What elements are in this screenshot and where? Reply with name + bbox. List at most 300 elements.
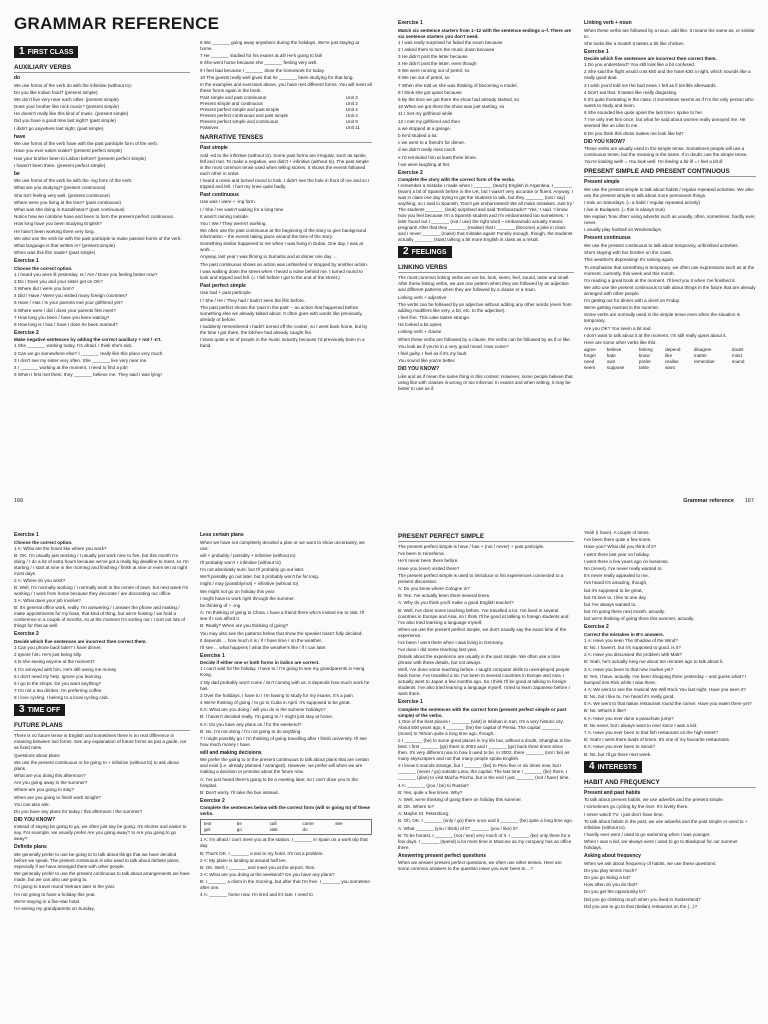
- text-line: You / We / They weren't working.: [200, 220, 267, 226]
- text-line: I'm not absolutely sure, but I'll probably go out later.: [200, 567, 305, 573]
- table-cell: suppose: [606, 365, 625, 371]
- text-line: B: No never, but I always want to ever since I was a kid.: [584, 722, 698, 728]
- text-line: 4 Don't eat that. It tastes like really disgusting.: [584, 89, 678, 95]
- text-line: I heard a noise and turned round to look. I didn't see the hole in front of me and so I tripped and fell. I hurt my knee quite badly.: [200, 177, 370, 189]
- text-line: 7 How long you been / have you been waiting?: [14, 314, 110, 320]
- text-line: Yeah (I have). A couple of times.: [584, 530, 650, 535]
- table-cell: Unit 4: [345, 113, 358, 119]
- text-line: 4 A: _______ (you / be) to Russia?: [398, 782, 469, 788]
- unit-band-feelings: 2 FEELINGS: [398, 246, 452, 258]
- text-line: 1 A: What are the hours like where you work?: [14, 545, 107, 551]
- text-line: I live in Budapest. (= this is always true): [584, 207, 665, 213]
- text-line: B: That's OK. I _______ a taxi to my hotel. It's not a problem.: [200, 850, 324, 856]
- page-166: [0, 0, 384, 512]
- unit-band-first-class: 1 FIRST CLASS: [14, 46, 78, 58]
- text-line: 8 How long is / has / have I does he been married?: [14, 321, 118, 327]
- text-line: 5 We were running out of petrol, so: [398, 68, 470, 74]
- text-line: I never watch TV. I just don't have time.: [584, 811, 664, 817]
- table-cell: Unit 3: [345, 95, 358, 101]
- text-line: 2 I asked them to turn the music down because: [398, 46, 495, 52]
- text-line: When we use the present perfect simple, we don't usually say the exact time of the experience.: [398, 626, 567, 638]
- text-line: 8 I love cycling. I belong to a local cycling club.: [14, 695, 109, 701]
- text-line: We prefer the going to or the present continuous to talk about plans that are certain and exist (i.e. already planned / arranged). However, we prefer will when we are making a decision or promise about the future now.: [200, 757, 369, 775]
- text-line: We generally prefer to use the present continuous to talk about arrangements we have made, but we can also use going to.: [14, 871, 190, 883]
- verb-word: go: [236, 827, 242, 833]
- p2-right-column: Linking verb + noun When these verbs are followed by a noun, add like. It means the same as, or similar to. She looks like a model! It tastes a bit like chicken. Exercise 1 Decide which five sentences are incorrect then correct them. 1 Do you understand? You still look like a bit confused. 2 She said the flight would cost €50 and the hotel €30 a night, which sounds like a really good deal. 3 I wish you'd told me the bad news. I felt as if terrible afterwards. 4 Don't eat that. It tastes like really disgusting. 5 It's quite frustrating in the class. It sometimes seems as if I'm the only person who wants to study and learn. 6 She sounded like quite upset the last time I spoke to her. 7 I've only met him once, but what he said about women really annoyed me. He seemed like an idiot to me. 8 Do you think this dress makes me look like fat? DID YOU KNOW? These verbs are usually used in the simple tense. Sometimes people will use a continuous tense, but the meaning is the same. If in doubt, use the simple tense. You're looking well! = You look well. I'm feeling a bit ill = I feel a bit ill. PRESENT SIMPLE AND PRESENT CONTINUOUS Present simple We use the present simple to talk about habits / regular repeated activities. We also use the present simple to talk about more permanent things. I train on Saturdays. (= a habit / regular repeated activity) I live in Budapest. (= this is always true) We explain 'how often' using adverbs such as usually, often, sometimes, hardly ever, never. I usually play football on Wednesdays. Present continuous We use the present continuous to talk about temporary, unfinished activities. She's staying with her brother on the coast. This weather's depressing! It's raining again. To emphasise that something is temporary, we often use expressions such as at the moment, currently, this week and this month. I'm reading a great book at the moment. I'll lend you it when I've finished it. We also use the present continuous to talk about things in the future that are already arranged with other people. I'm getting out for dinner with a client on Friday. We're getting married in the summer. Some verbs are normally used in the simple tense even when the situation is temporary. Are you OK? You seem a bit sad. I don't want to talk about it at the moment. I'm still really upset about it. Here are some other verbs like this: agree believe belong depend disagree doubt forget hate know like matter mind need own prefer realise remember sound seem suppose taste want: [584, 20, 756, 371]
- text-line: Have you (ever) visited there?: [398, 565, 460, 571]
- unit-band-time-off: 3 TIME OFF: [14, 704, 65, 716]
- text-line: Use had + past participle.: [200, 290, 252, 296]
- text-line: B: No, I haven't, but it's supposed to good, is it?: [584, 644, 681, 650]
- text-line: Well, I've done some teaching before. I taught computer skills to unemployed people back home. I've travelled a lot. I've been to several countries in Europe and Asia. I actually went to Japan a few months ago. So I think I'll be good at talking to foreign students. I've also tried learning a language myself. I tried to learn Japanese before I went there.: [398, 667, 570, 697]
- text-line: 9 I feel bad because I _______ done the homework for today.: [200, 67, 325, 73]
- text-line: 3 Is she seeing anyone at the moment?: [14, 659, 95, 665]
- text-line: 11 I met my girlfriend while: [398, 111, 453, 117]
- text-line: 4 I'm annoyed with him. He's still owing me money.: [14, 666, 118, 672]
- verb-word: get: [204, 827, 211, 833]
- text-line: Are you going away in the summer?: [14, 780, 88, 786]
- exercise-2-items: [14, 343, 190, 378]
- text-line: 2 A: Where do you work?: [14, 577, 66, 583]
- table-cell: forget: [584, 353, 596, 359]
- text-line: Do you play tennis much?: [584, 867, 637, 873]
- text-line: 4 I _______ working at the moment. I need to find a job!: [14, 364, 128, 370]
- text-line: When I was a kid, we always went / used to go to Blackpool for our summer holidays.: [584, 839, 738, 851]
- text-line: Do you have any plans for today / this afternoon / the summer?: [14, 808, 143, 814]
- text-line: I've heard it's amazing, though,: [584, 580, 648, 586]
- table-cell: Past simple and past continuous: [200, 95, 267, 101]
- section-heading: NARRATIVE TENSES: [200, 134, 372, 143]
- text-line: 2 Do / Does you and your sister get on OK?: [14, 278, 103, 284]
- table-cell: sound: [731, 359, 745, 365]
- p3-left-column: Exercise 1 Choose the correct option. 1 A: What are the hours like where you work? B: OK. I'm usually just working / I usually just work nine to five, but this month I'm doing / I do a lot of extra hours because we've got a really big deadline to meet, so I'm starting / I start at nine in the morning and finishing / finish at nine or even ten at night most days. 2 A: Where do you work? B: Well, I'm normally working / I normally work in the centre of town, but next week I'm working / I work from home because they decorate / are decorating our office. 3 A: What does your job involve? B: It's general office work, really. I'm answering / I answer the phone and making / make appointments for my boss, that kind of thing, but we're hosting / we hold a conference in a couple of months, so at the moment I'm sorting out / I sort out lots of things for that as well. Exercise 2 Decide which five sentences are incorrect then correct them. 1 Can you phone back later? I have dinner. 2 Ignore him. He's just being silly. 3 Is she seeing anyone at the moment? 4 I'm annoyed with him. He's still owing me money. 5 I don't need my help. Ignore you learning. 6 I go to the shops. Do you want anything? 7 I'm not a tea drinker. I'm preferring coffee. 8 I love cycling. I belong to a local cycling club. 3 TIME OFF FUTURE PLANS There is no future tense in English and sometimes there is no real difference in meaning between two forms. See any explanation of future forms as just a guide, not as fixed rules. Questions about plans We use the present continuous or be going to + infinitive (without to) to ask about plans. What are you doing this afternoon? Are you going away in the summer? Where are you going to stay? When are you going to finish work tonight? You can also ask: Do you have any plans for today / this afternoon / the summer? DID YOU KNOW? Instead of saying be going to go, we often just say be going. It's shorter and easier to say. For example, we usually prefer Are you going away? to Are you going to go away? Definite plans We generally prefer to use be going to to talk about things that we have decided before we speak. The present continuous is also used to talk about definite plans, especially if we have arranged them with other people. We generally prefer to use the present continuous to talk about arrangements we have made, but we can also use going to. I'm going to travel round Vietnam later in the year. I'm not going to have a holiday this year. We're staying in a five-star hotel. I'm seeing my grandparents on Sunday.: [14, 532, 190, 911]
- have-block: [14, 141, 190, 169]
- text-line: I train on Saturdays. (= a habit / regular repeated activity): [584, 199, 701, 205]
- text-line: I'll see ... what happens / what the weather's like / if I can later.: [200, 644, 327, 650]
- exercise-1-items: [14, 272, 190, 328]
- text-line: I didn't go anywhere last night. (past simple): [14, 125, 104, 131]
- text-line: c we went to a friend's for dinner.: [398, 140, 466, 146]
- text-line: We use forms of the verb be with the -ing form of the verb.: [14, 178, 133, 184]
- text-line: We use the present simple to talk about habits / regular repeated activities. We also use the present simple to talk about more permanent things.: [584, 186, 754, 198]
- text-line: 3 Over the holidays, I have to / I'm having to study for my exams. It's a pain.: [200, 692, 354, 698]
- section-heading: LINKING VERBS: [398, 264, 574, 273]
- text-line: She isn't feeling very well. (present continuous): [14, 192, 110, 198]
- text-line: When are you going to finish work tonight?: [14, 794, 101, 800]
- text-line: A: Do you know where Cologne is?: [398, 585, 470, 591]
- text-line: 4 We're thinking of going / to go to Cuba in April. It's supposed to be great.: [200, 700, 351, 705]
- text-line: 4 A: _______ home now. I'm tired and it's late. I need to: [200, 892, 313, 898]
- p3-right-column: Less certain plans When we have not completely decided a plan or we want to show uncertainty, we use: will + probably / possibly + infinitive (without to) I'll probably won't + infinitive (without to) I'm not absolutely sure, but I'll probably go out later. We'll possibly go out later, but it probably won't be for long. might / may (possibly/not) + infinitive (without to) We might not go on holiday this year. I might have to work right through the summer. be thinking of + -ing A: I'm thinking of going to China. I have a friend there who's invited me to visit. I'll see if I can afford it. B: Really? When are you thinking of going? You may also see the patterns below that show the speaker hasn't fully decided: It depends ... how much it is / if I have time / on the weather. I'll see ... what happens / what the weather's like / if I can later. Exercise 1 Decide if either one or both forms in italics are correct. 1 I can't wait for the holiday. I have to / I'm going to see my grandparents in Hong Kong. 2 My dad probably won't come / isn't coming with us. It depends how much work he has. 3 Over the holidays, I have to / I'm having to study for my exams. It's a pain. 4 We're thinking of going / to go to Cuba in April. It's supposed to be great. 5 A: What are you doing / will you do in the summer holidays? B: I haven't decided really. I'm going to / I might just stay at home. 6 A: Do you have any plans on / for the weekend? B: No, I'm not doing / I'm not going to do anything. 7 I might possibly go / I'm thinking of going travelling after I finish university. I'll see how much money I have. will and making decisions We prefer the going to or the present continuous to talk about plans that are certain and exist (i.e. already planned / arranged). However, we prefer will when we are making a decision or promise about the future now. A: I've just heard there's going to be a meeting later, so I can't drive you to the hospital. B: Don't worry. I'll take the bus instead. Exercise 2 Complete the sentences below with the correct form (will or going to) of these verbs. text be call come see get go visit do 1 A: I'm afraid I can't meet you at the station. I _______ in Spain on a work trip that day. B: That's OK. I _______ a taxi to my hotel. It's not a problem. 2 A: My plane is landing at around half ten. B: OK. Well, I _______ and meet you at the airport, then. 3 A: What are you doing at the weekend? Do you have any plans? B: I _______ a client in the morning, but after that I'm free. I _______ you sometime after one. 4 A: _______ home now. I'm tired and it's late. I need to: [200, 532, 370, 898]
- text-line: The most common linking verbs are are be, look, seem, feel, sound, taste and smell. After these linking verbs, we use one pattern when they are followed by an adjective and different patterns when they are followed by a clause or a noun.: [398, 275, 570, 293]
- table-cell: realise: [665, 359, 679, 365]
- text-line: 2 A: My plane is landing at around half ten.: [200, 857, 287, 863]
- text-line: What are you doing this afternoon?: [14, 773, 86, 778]
- text-line: It depends ... how much it is / if I have time / on the weather.: [200, 637, 323, 643]
- text-line: Did you go climbing much when you lived in Switzerland?: [584, 896, 701, 902]
- units-table: [200, 95, 372, 131]
- section-heading: HABIT AND FREQUENCY: [584, 779, 756, 788]
- text-line: Details about the experience are usually in the past simple. We often use a time phrase with these details, but not always.: [398, 654, 561, 666]
- text-line: 7 I'm not a tea drinker. I'm preferring coffee.: [14, 688, 103, 694]
- text-line: He looked a bit upset.: [398, 322, 443, 328]
- text-line: B: OK. I'm usually just working / I usually just work nine to five, but this month I'm doing / I do a lot of extra hours because we've got a really big deadline to meet, so I'm starting / I start at nine in the morning and finishing / finish at nine or even ten at night most days.: [14, 552, 189, 576]
- text-line: How long have you been studying English?: [14, 221, 102, 227]
- text-line: He doesn't really like this kind of music. (present simple): [14, 111, 129, 117]
- table-cell: mind: [731, 353, 742, 359]
- text-line: To emphasise that something is temporary, we often use expressions such as at the moment, currently, this week and this month.: [584, 264, 755, 276]
- text-line: I feel fine. This cake tastes strange.: [398, 314, 471, 320]
- text-line: B: No. What's it like?: [584, 708, 627, 714]
- text-line: A: What _______ (you / think) of it? _______ (you / like) it?: [398, 825, 518, 831]
- text-line: We often use the past continuous at the beginning of the story to give background information – the events taking place around the time of the story.: [200, 228, 367, 240]
- text-line: How often do you do that?: [584, 882, 638, 888]
- text-line: You may also see the patterns below that show the speaker hasn't fully decided:: [200, 630, 363, 636]
- text-line: Anyway, last year I was filming in Sumatra and at dinner one day ...: [200, 254, 337, 260]
- text-line: B: I _______ a client in the morning, but after that I'm free. I _______ you sometime after one.: [200, 879, 370, 891]
- text-line: You can also ask:: [14, 801, 50, 807]
- text-line: 1 A: Have you seen The Shadow of the Wind?: [584, 637, 678, 643]
- text-line: 5 Have / Has / Is your parents met your girlfriend yet?: [14, 300, 123, 306]
- text-line: When we ask about frequency of habits, we use these questions:: [584, 860, 717, 866]
- text-line: I went there last year on holiday.: [584, 551, 650, 557]
- text-line: I'm not going to have a holiday this year.: [14, 891, 96, 897]
- text-line: 8 Do you think this dress makes me look like fat?: [584, 130, 684, 136]
- verb-box: [200, 819, 372, 835]
- text-line: 1 Do you understand? You still look like a bit confused.: [584, 62, 696, 68]
- text-line: 3 He didn't post the letter because: [398, 53, 468, 59]
- text-line: B: I haven't decided really. I'm going to / I might just stay at home.: [200, 714, 334, 720]
- text-line: 10 When we got there the show was just starting, so: [398, 104, 505, 110]
- page-168: [0, 512, 384, 1024]
- exercise-2-continued: [200, 40, 372, 81]
- text-line: 2 A: Have you discussed the problem with Matt?: [584, 652, 683, 658]
- text-line: I feel guilty. I feel as if it's my fault.: [398, 350, 468, 356]
- text-line: 6 Where were / did / does your parents first meet?: [14, 307, 116, 313]
- table-cell: prefer: [638, 359, 651, 365]
- text-line: I / She / He / They had / hadn't seen the film before.: [200, 297, 305, 303]
- text-line: He hasn't been working there very long.: [14, 228, 95, 234]
- text-line: What was she doing in Kazakhstan? (past continuous): [14, 206, 125, 212]
- text-line: Some verbs are normally used in the simple tense even when the situation is temporary.: [584, 312, 741, 324]
- text-line: but it's supposed to be great,: [584, 587, 643, 593]
- text-line: B: Yeah! I went there loads of times. It's one of my favourite restaurants.: [584, 737, 731, 743]
- text-line: I suddenly remembered I hadn't turned off the cooker, so I went back home, but by the time I got there, the kitchen had already caught fire.: [200, 323, 368, 335]
- text-line: We might not go on holiday this year.: [200, 588, 276, 594]
- table-cell: Passives: [200, 125, 219, 131]
- text-line: The past perfect shows the 'past in the past' – an action that happened before something else we already talked about. It often goes with words like previously, already or before.: [200, 304, 363, 322]
- text-line: Notice how we combine have and been to form the present perfect continuous.: [14, 214, 175, 220]
- table-cell: Present perfect simple and continuous: [200, 119, 279, 125]
- text-line: It's never really appealed to me.: [584, 573, 649, 579]
- text-line: 5 It's quite frustrating in the class. It sometimes seems as if I'm the only person who wants to study and learn.: [584, 96, 754, 108]
- text-line: We don't live very near each other. (present simple): [14, 96, 119, 102]
- text-line: B: Yes. I've actually been there several times.: [398, 593, 491, 599]
- p1-right-column: 6 We _______ going away anywhere during the holidays. We're just staying at home. 7 He _______ studied for his exams at all! He's going to fail! 8 She went home because she _______ feeling very well. 9 I feel bad because I _______ done the homework for today. 10 The guests really well gives that he _______ been studying for that long. In the examples and exercises above, you have met different forms. You will meet all these forms again in the book. Past simple and past continuous Unit 3 Present simple and continuous Unit 2 Present perfect simple and past simple Unit 4 Present perfect continuous and past simple Unit 4 Present perfect simple and continuous Unit 9 Passives Unit 11 NARRATIVE TENSES Past simple Add -ed to the infinitive (without to). Some past forms are irregular, such as spoke, fell and met. To make a negative, use didn't + infinitive (without to). The past simple is the most common tense used when telling stories. It shows the events followed each other in order. I heard a noise and turned round to look. I didn't see the hole in front of me and so I tripped and fell. I hurt my knee quite badly. Past continuous Use was / were + -ing form. I / She / He wasn't waiting for a long time. It wasn't raining outside. You / We / They weren't working. We often use the past continuous at the beginning of the story to give background information – the events taking place around the time of the story. Something similar happened to me when I was living in Dubai. One day, I was at work ... Anyway, last year I was filming in Sumatra and at dinner one day ... The past continuous shows an action was unfinished or stopped by another action. I was walking down the street when I heard a noise behind me. I turned round to look and tripped and fell. (= I fell before I got to the end of the street.) Past perfect simple Use had + past participle. I / She / He / They had / hadn't seen the film before. The past perfect shows the 'past in the past' – an action that happened before something else we already talked about. It often goes with words like previously, already or before. I suddenly remembered I hadn't turned off the cooker, so I went back home, but by the time I got there, the kitchen had already caught fire. I knew quite a lot of people in the music industry because I'd previously been in a band.: [200, 40, 372, 349]
- text-line: She's staying with her brother on the coast.: [584, 250, 672, 256]
- table-cell: believe: [606, 347, 622, 353]
- text-line: We use the present continuous or be going to + infinitive (without to) to ask about plans.: [14, 759, 179, 771]
- text-line: 7 A: Have you ever been to that fish restaurant on the high street?: [584, 730, 719, 735]
- p4-left-column: PRESENT PERFECT SIMPLE The present perfect simple is have / has + (not / never) + past participle. I've been to Hiroshima. He's never been there before. Have you (ever) visited there? The present perfect simple is used to introduce or list experiences connected to a present discussion. A: Do you know where Cologne is? B: Yes. I've actually been there several times. A: Why do you think you'll make a good English teacher? B: Well, I've done some teaching before. I've travelled a lot. I've lived in several countries in Europe and Asia, so I think I'll be good at talking to foreign students and I've also tried learning a language myself. When we use the present perfect simple, we don't usually say the exact time of the experience. I've been / went there when I was living in Germany. I've done / did some teaching last year. Details about the experience are usually in the past simple. We often use a time phrase with these details, but not always. Well, I've done some teaching before. I taught computer skills to unemployed people back home. I've travelled a lot. I've been to several countries in Europe and Asia. I actually went to Japan a few months ago. So I think I'll be good at talking to foreign students. I've also tried learning a language myself. I tried to learn Japanese before I went there. Exercise 1 Complete the sentences with the correct form (present perfect simple or past simple) of the verbs. 1 One of the best places I _______ (visit) is Isfahan in Iran. It's a very historic city. About 500 years ago, it _______ (be) the capital of Persia. The capital _______ (move) to Tehran quite a long time ago, though. 2 I _______ (be) to some great places in my life but, without a doubt, Shanghai is the best. I first _______ (go) there in 2002 and I _______ (go) back three times since then. It's very different now to how it used to be, in 2002, there _______ (not / be) as many skyscrapers and not that many people spoke English. 3 I know it sounds strange, but I _______ (be) to Peru five or six times now, but I _______ (never / go) outside Lima, the capital. The last time I _______ (be) there, I _______ (plan) to visit Machu Picchu, but in the end I just _______ (not / have) time. 4 A: _______ (you / be) to Russia? B: Yes, quite a few times. Why? A: Well, we're thinking of going there on holiday this summer. B: OK. Where to? A: Maybe St. Petersburg. B: Oh, OK. I _______ (only / go) there once and it _______ (be) quite a long time ago. A: What _______ (you / think) of it? _______ (you / like) it? B: To be honest, I _______ (not / see) very much of it. I _______ (be) only there for a few days. I _______ (spend) a lot more time in Moscow as my company has an office there. Answering present perfect questions When we answer present perfect questions, we often use other tenses. Here are some common answers to the question Have you ever been to ...?: [398, 533, 573, 872]
- verb-word: call: [269, 821, 277, 827]
- table-cell: Unit 2: [345, 101, 358, 107]
- text-line: The present perfect simple is used to introduce or list experiences connected to a present discussion.: [398, 572, 564, 584]
- text-line: 2 Can we go somewhere else? I _______ really like this place very much.: [14, 350, 164, 356]
- text-line: You sound like you're better.: [398, 358, 456, 364]
- table-cell: want: [665, 365, 675, 371]
- text-line: 3 I know it sounds strange, but I _______ (be) to Peru five or six times now, but I _______ (never / go) outside Lima, the capital. The last time I _______ (be) there, I _______ (plan) to visit Machu Picchu, but in the end I just _______ (not / have) time.: [398, 763, 570, 781]
- text-line: I've been / went there when I was living in Germany.: [398, 639, 504, 645]
- unit-band-interests: 4 INTERESTS: [584, 761, 642, 773]
- text-line: I usually play football on Wednesdays.: [584, 227, 663, 233]
- text-line: To talk about present habits, we use adverbs and the present simple.: [584, 797, 724, 803]
- text-line: B: It's general office work, really. I'm answering / I answer the phone and making / make appointments for my boss, that kind of thing, but we're hosting / we hold a conference in a couple of months, so at the moment I'm sorting out / I sort out lots of things for that as well.: [14, 605, 185, 629]
- text-line: 5 I don't need my help. Ignore you learning.: [14, 673, 103, 679]
- section-heading: PRESENT SIMPLE AND PRESENT CONTINUOUS: [584, 168, 756, 177]
- table-cell: Present simple and continuous: [200, 101, 263, 107]
- text-line: The verbs can be followed by an adjective without adding any other words (even from adding modifiers like very, a bit, etc. to the adjective).: [398, 301, 572, 313]
- table-cell: Unit 11: [345, 125, 360, 131]
- text-line: Are you OK? You seem a bit sad.: [584, 325, 652, 331]
- text-line: 9 By the time we got there the show had already started, so: [398, 97, 520, 102]
- verb-word: do: [302, 827, 308, 833]
- text-line: B: Yeah, he's actually rung me about ten minutes ago to talk about it.: [584, 659, 724, 665]
- text-line: I was walking down the street when I heard a noise behind me. I turned round to look and tripped and fell. (= I fell before I got to the end of the street.): [200, 268, 363, 280]
- table-cell: taste: [638, 365, 649, 371]
- text-line: 7 He _______ studied for his exams at all! He's going to fail!: [200, 53, 323, 59]
- text-line: I'm seeing my grandparents on Sunday.: [14, 905, 95, 911]
- table-cell: Unit 4: [345, 107, 358, 113]
- text-line: There is no future tense in English and sometimes there is no real difference in meaning between two forms. See any explanation of future forms as just a guide, not as fixed rules.: [14, 733, 187, 751]
- text-line: 2 I _______ (be) to some great places in my life but, without a doubt, Shanghai is the best. I first _______ (go) there in 2002 and I _______ (go) back three times since then. It's very different now to how it used to be, in 2002, there _______ (not / be) as many skyscrapers and not that many people spoke English.: [398, 738, 571, 762]
- text-line: What are you studying? (present continuous): [14, 185, 106, 191]
- text-line: I hardly ever went / used to go swimming when I was younger.: [584, 832, 711, 837]
- text-line: We're staying in a five-star hotel.: [14, 898, 81, 904]
- text-line: d we didn't really miss much.: [398, 147, 457, 153]
- text-line: Has your brother been to Lisbon before? (present perfect simple): [14, 155, 147, 161]
- text-line: Add -ed to the infinitive (without to). Some past forms are irregular, such as spoke, fell and met. To make a negative, use didn't + infinitive (without to). The past simple is the most common tense used when telling stories. It shows the events followed each other in order.: [200, 152, 369, 176]
- table-cell: depend: [665, 347, 681, 353]
- text-line: I knew quite a lot of people in the music industry because I'd previously been in a band.: [200, 337, 365, 349]
- text-line: The past continuous shows an action was unfinished or stopped by another action.: [200, 261, 369, 267]
- text-line: I'm reading a great book at the moment. I'll lend you it when I've finished it.: [584, 277, 736, 283]
- text-line: 1 One of the best places I _______ (visit) is Isfahan in Iran. It's a very historic city. About 500 years ago, it _______ (be) the capital of Persia. The capital _______ (move) to Tehran quite a long time ago, though.: [398, 718, 564, 736]
- text-line: 3 A: What are you doing at the weekend? Do you have any plans?: [200, 872, 335, 878]
- text-line: Here are some other verbs like this:: [584, 340, 657, 345]
- text-line: but I'm going there next month, actually.: [584, 609, 665, 615]
- text-line: Does your brother like rock music? (present simple): [14, 104, 119, 110]
- text-line: 8 She went home because she _______ feeling very well.: [200, 60, 318, 66]
- verb-word: visit: [269, 827, 278, 833]
- text-line: B: No, I'm not doing / I'm not going to do anything.: [200, 728, 302, 734]
- text-line: We use the present continuous to talk about temporary, unfinished activities.: [584, 242, 739, 248]
- text-line: 4 Did / Have / Were you visited many foreign countries?: [14, 293, 128, 299]
- text-line: but I've always wanted to.: [584, 601, 637, 607]
- text-line: 4 A: We went to see the musical We Will Rock You last night. Have you seen it?: [584, 686, 746, 692]
- text-line: 3 A: Have you been to that new market yet?: [584, 666, 674, 672]
- p4-right-column: Yeah (I have). A couple of times. I've been there quite a few times. Have you? What did you think of it? I went there last year on holiday. I went there a few years ago on business. No (never). I've never really wanted to. It's never really appealed to me. I've heard it's amazing, though, but it's supposed to be great, but I'd love to. I like to one day but I've always wanted to. but I'm going there next month, actually. but we're thinking of going there this summer, actually. Exercise 2 Correct the mistakes in B's answers. 1 A: Have you seen The Shadow of the Wind? B: No, I haven't, but it's supposed to good, is it? 2 A: Have you discussed the problem with Matt? B: Yeah, he's actually rung me about ten minutes ago to talk about it. 3 A: Have you been to that new market yet? B: Yes, I have, actually. I've been shopping there yesterday – and guess what? I bumped into Rick while I was there. 4 A: We went to see the musical We Will Rock You last night. Have you seen it? B: No, but I like to. I've heard it's really good. 5 A: We went to that Italian restaurant round the corner. Have you eaten there yet? B: No. What's it like? 6 A: Have you ever done a parachute jump? B: No never, but I always want to ever since I was a kid. 7 A: Have you ever been to that fish restaurant on the high street? B: Yeah! I went there loads of times. It's one of my favourite restaurants. 8 A: Have you ever been to Seoul? B: No, but I'll go there next week. 4 INTERESTS HABIT AND FREQUENCY Present and past habits To talk about present habits, we use adverbs and the present simple. I sometimes go cycling by the river. It's lovely there. I never watch TV. I just don't have time. To talk about habits in the past, we use adverbs and the past simple or used to + infinitive (without to). I hardly ever went / used to go swimming when I was younger. When I was a kid, we always went / used to go to Blackpool for our summer holidays. Asking about frequency When we ask about frequency of habits, we use these questions: Do you play tennis much? Do you go skiing a lot? How often do you do that? Do you get the opportunity to? Did you go climbing much when you lived in Switzerland? Did you use to go to that (Italian) restaurant on the (...)?: [584, 530, 756, 1016]
- table-cell: seem: [584, 365, 596, 371]
- text-line: but we're thinking of going there this summer, actually.: [584, 616, 695, 622]
- verb-word: be: [236, 821, 242, 827]
- page-number: 166: [14, 498, 24, 504]
- text-line: B: OK. Where to?: [398, 804, 434, 810]
- text-line: Did you use to go to that (Italian) restaurant on the (...)?: [584, 903, 698, 909]
- text-line: 2 She said the flight would cost €50 and the hotel €30 a night, which sounds like a really good deal.: [584, 69, 751, 81]
- page-167: [384, 0, 768, 512]
- text-line: 8 I think she got upset because: [398, 89, 462, 95]
- text-line: 7 I've only met him once, but what he said about women really annoyed me. He seemed like an idiot to me.: [584, 117, 746, 129]
- text-line: 1 A: I'm afraid I can't meet you at the station. I _______ in Spain on a work trip that day.: [200, 837, 368, 849]
- text-line: f we were laughing at her.: [398, 161, 451, 167]
- be-block: [14, 178, 190, 256]
- page-title: GRAMMAR REFERENCE: [14, 14, 220, 33]
- text-line: B: No, but I'll go there next week.: [584, 751, 652, 757]
- text-line: 3 A: What does your job involve?: [14, 598, 81, 604]
- p2-left-column: Exercise 1 Match six sentence starters from 1–12 with the sentence endings a–f. There are six sentence starters you don't need. 1 I was really surprised he failed the exam because 2 I asked them to turn the music down because 3 He didn't post the letter because 4 He didn't post the letter, even though 5 We were running out of petrol, so 6 We ran out of petrol, so 7 When she told us she was thinking of becoming a model, 8 I think she got upset because 9 By the time we got there the show had already started, so 10 When we got there the show was just starting, so 11 I met my girlfriend while 12 I met my girlfriend and then a we stopped at a garage. b he'd studied a lot. c we went to a friend's for dinner. d we didn't really miss much. e I'd reminded him at least three times. f we were laughing at her. Exercise 2 Complete the story with the correct form of the verbs. I remember a mistake I made when I _______ (teach) English in Argentina. I _______ (learn) a bit of Spanish before in the UK, but I wasn't very accurate or fluent. Anyway, I was in class one day trying to get the students to talk, but they _______ (not / say) anything, so I said in Spanish, 'Don't get embarrassed! We all make mistakes. Just try.' The students _______ (look) surprised and said 'Embarazado?' 'Yes,' I said. 'I know how you feel because I'm a Spanish student and I'm embarrassed too sometimes.' I later found out I _______ (not / use) the right word – embarazado actually means pregnant! After that they _______ (realise) that I _______ (become) a joke in class and I never _______ (make) that mistake again! Funnily enough, though, the students actually _______ (start) talking a bit more English in class as a result. 2 FEELINGS LINKING VERBS The most common linking verbs are are be, look, seem, feel, sound, taste and smell. After these linking verbs, we use one pattern when they are followed by an adjective and different patterns when they are followed by a clause or a noun. Linking verb + adjective The verbs can be followed by an adjective without adding any other words (even from adding modifiers like very, a bit, etc. to the adjective). I feel fine. This cake tastes strange. He looked a bit upset. Linking verb + clause When these verbs are followed by a clause, the verbs can be followed by as if or like. You look as if you're in a very good mood. How come? I feel guilty. I feel as if it's my fault. You sound like you're better. DID YOU KNOW? Like and as if mean the same thing in this context. However, some people believe that using like with clauses is wrong or too informal. In exams and when writing, it may be better to use as if.: [398, 20, 574, 391]
- text-line: I don't want to talk about it at the moment. I'm still really upset about it.: [584, 332, 727, 338]
- verbs-table: [584, 347, 756, 371]
- table-cell: know: [638, 353, 650, 359]
- text-line: 4 He didn't post the letter, even though: [398, 61, 477, 67]
- verb-word: see: [335, 821, 343, 827]
- text-line: B: Don't worry. I'll take the bus instead.: [200, 789, 279, 795]
- text-line: 1 I was really surprised he failed the exam because: [398, 39, 503, 45]
- text-line: We also use the verb be with the past participle to make passive forms of the verb.: [14, 235, 182, 241]
- text-line: Linking verb + clause: [398, 329, 442, 335]
- text-line: Do you go skiing a lot?: [584, 875, 631, 881]
- text-line: Did you have a good time last night? (past simple): [14, 118, 116, 124]
- text-line: might / may (possibly/not) + infinitive (without to): [200, 581, 299, 587]
- text-line: Where are you going to stay?: [14, 787, 75, 793]
- text-line: When we answer present perfect questions, we often use other tenses. Here are some common answers to the question Have you ever been to ...?: [398, 860, 562, 872]
- text-line: 2 Ignore him. He's just being silly.: [14, 652, 82, 658]
- table-cell: like: [665, 353, 673, 359]
- text-line: 3 I wish you'd told me the bad news. I felt as if terrible afterwards.: [584, 82, 717, 88]
- text-line: 1 Can you phone back later? I have dinner.: [14, 644, 102, 650]
- section-heading: AUXILIARY VERBS: [14, 64, 190, 73]
- text-line: We're getting married in the summer.: [584, 305, 660, 311]
- text-line: We'll possibly go out later, but it probably won't be for long.: [200, 574, 320, 580]
- section-heading: PRESENT PERFECT SIMPLE: [398, 533, 574, 542]
- text-line: A: I'm thinking of going to China. I have a friend there who's invited me to visit. I'll see if I can afford it.: [200, 610, 365, 622]
- text-line: but I'd love to. I like to one day: [584, 594, 646, 600]
- table-cell: own: [606, 359, 616, 365]
- text-line: When we have not completely decided a plan or we want to show uncertainty, we use:: [200, 539, 365, 551]
- text-line: 1 I heard you were ill yesterday. Is / Are / Does you feeling better now?: [14, 271, 158, 277]
- text-line: 6 A: Have you ever done a parachute jump?: [584, 715, 674, 721]
- text-line: We also use the present continuous to talk about things in the future that are already arranged with other people.: [584, 284, 756, 296]
- text-line: b he'd studied a lot.: [398, 132, 438, 138]
- page-169: [384, 512, 768, 1024]
- text-line: Where were you living at the time? (past continuous): [14, 199, 121, 205]
- text-line: I've been there quite a few times.: [584, 537, 652, 543]
- table-cell: Present perfect continuous and past simple: [200, 113, 289, 119]
- text-line: B: Yes, I have, actually. I've been shopping there yesterday – and guess what? I bumped into Rick while I was there.: [584, 673, 747, 685]
- text-line: Have you? What did you think of it?: [584, 544, 657, 550]
- text-line: Something similar happened to me when I was living in Dubai. One day, I was at work ...: [200, 241, 364, 253]
- text-line: 7 I might possibly go / I'm thinking of going travelling after I finish university. I'll see how much money I have.: [200, 735, 367, 747]
- text-line: B: Really? When are you thinking of going?: [200, 623, 289, 629]
- p1-left-column: 1 FIRST CLASS AUXILIARY VERBS do We use forms of the verb do with the infinitive (without to): Do you like Indian food? (present simple) We don't live very near each other. (present simple) Does your brother like rock music? (present simple) He doesn't really like this kind of music. (present simple) Did you have a good time last night? (past simple) I didn't go anywhere last night. (past simple) have We use forms of the verb have with the past participle form of the verb. Have you ever eaten snake? (present perfect simple) Has your brother been to Lisbon before? (present perfect simple) I haven't been there. (present perfect simple) be We use forms of the verb be with the -ing form of the verb. What are you studying? (present continuous) She isn't feeling very well. (present continuous) Where were you living at the time? (past continuous) What was she doing in Kazakhstan? (past continuous) Notice how we combine have and been to form the present perfect continuous. How long have you been studying English? He hasn't been working there very long. We also use the verb be with the past participle to make passive forms of the verb. What language is that written in? (present simple) When was this film made? (past simple) Exercise 1 Choose the correct option. 1 I heard you were ill yesterday. Is / Are / Does you feeling better now? 2 Do / Does you and your sister get on OK? 3 Where did / were you born? 4 Did / Have / Were you visited many foreign countries? 5 Have / Has / Is your parents met your girlfriend yet? 6 Where were / did / does your parents first meet? 7 How long you been / have you been waiting? 8 How long is / has / have I does he been married? Exercise 2 Make negative sentences by adding the correct auxiliary + not / -n't. 1 She _______ working today, I'm afraid. I think she's sick. 2 Can we go somewhere else? I _______ really like this place very much. 3 I don't see my sister very often. She _______ live very near me. 4 I _______ working at the moment. I need to find a job! 5 When I first met them, they _______ believe me. They said I was lying!: [14, 44, 190, 494]
- text-line: B: Yes, quite a few times. Why?: [398, 789, 463, 795]
- text-line: When these verbs are followed by a noun, add like. It means the same as, or similar to.: [584, 27, 755, 39]
- table-cell: hate: [606, 353, 616, 359]
- verb-word: come: [302, 821, 314, 827]
- do-block: [14, 83, 190, 132]
- text-line: When these verbs are followed by a clause, the verbs can be followed by as if or like.: [398, 336, 571, 342]
- table-cell: belong: [638, 347, 653, 353]
- verb-word: text: [204, 821, 212, 827]
- table-cell: agree: [584, 347, 596, 353]
- text-line: 5 A: We went to that Italian restaurant round the corner. Have you eaten there yet?: [584, 701, 752, 707]
- text-line: We generally prefer to use be going to to talk about things that we have decided before we speak. The present continuous is also used to talk about definite plans, especially if we have arranged them with other people.: [14, 851, 180, 869]
- page-number: 167: [744, 498, 754, 504]
- text-line: We explain 'how often' using adverbs such as usually, often, sometimes, hardly ever, never.: [584, 214, 756, 226]
- text-line: Questions about plans: [14, 752, 60, 758]
- text-line: What language is that written in? (present simple): [14, 242, 115, 248]
- text-line: I'm going to travel round Vietnam later in the year.: [14, 884, 116, 890]
- text-line: 7 When she told us she was thinking of becoming a model,: [398, 82, 518, 88]
- text-line: I haven't been there. (present perfect simple): [14, 162, 106, 168]
- table-cell: remember: [693, 359, 715, 365]
- table-cell: need: [584, 359, 595, 365]
- text-line: 6 We ran out of petrol, so: [398, 75, 450, 81]
- table-cell: disagree: [693, 347, 712, 353]
- text-line: I've done / did some teaching last year.: [398, 647, 478, 653]
- table-cell: doubt: [731, 347, 744, 353]
- text-line: 2 My dad probably won't come / isn't coming with us. It depends how much work he has.: [200, 679, 370, 691]
- text-line: 3 Where did / were you born?: [14, 285, 75, 291]
- text-line: B: Well, I've done some teaching before. I've travelled a lot. I've lived in several countries in Europe and Asia, so I think I'll be good at talking to foreign students and I've also tried learning a language myself.: [398, 607, 569, 625]
- text-line: He's never been there before.: [398, 558, 459, 564]
- text-line: It wasn't raining outside.: [200, 213, 250, 219]
- text-line: To talk about habits in the past, we use adverbs and the past simple or used to + infinitive (without to).: [584, 818, 748, 830]
- text-line: I might have to work right through the summer.: [200, 595, 295, 601]
- text-line: 6 She sounded like quite upset the last time I spoke to her.: [584, 110, 704, 116]
- text-line: 1 I can't wait for the holiday. I have to / I'm going to see my grandparents in Hong Kong.: [200, 666, 365, 678]
- text-line: 8 A: Have you ever been to Seoul?: [584, 744, 655, 750]
- text-line: 6 A: Do you have any plans on / for the weekend?: [200, 721, 302, 727]
- text-line: a we stopped at a garage.: [398, 125, 452, 131]
- text-line: She looks like a model! It tastes a bit like chicken.: [584, 40, 685, 46]
- text-line: This weather's depressing! It's raining again.: [584, 257, 675, 263]
- text-line: 5 When I first met them, they _______ believe me. They said I was lying!: [14, 372, 162, 378]
- text-line: 6 I go to the shops. Do you want anything?: [14, 680, 102, 686]
- text-line: be thinking of + -ing: [200, 603, 241, 608]
- verb-word: [335, 827, 368, 833]
- text-line: Use was / were + -ing form.: [200, 199, 257, 205]
- table-cell: [732, 365, 756, 371]
- text-line: I went there a few years ago on business.: [584, 558, 669, 564]
- text-line: You look as if you're in a very good mood. How come?: [398, 343, 509, 349]
- text-line: Have you ever eaten snake? (present perfect simple): [14, 148, 123, 154]
- text-line: 10 The guests really well gives that he _______ been studying for that long.: [200, 74, 354, 80]
- text-line: I / She / He wasn't waiting for a long time.: [200, 206, 285, 212]
- text-line: I'm getting out for dinner with a client on Friday.: [584, 298, 681, 304]
- table-cell: Present perfect simple and past simple: [200, 107, 280, 113]
- text-line: We use forms of the verb do with the infinitive (without to):: [14, 82, 132, 88]
- text-line: I sometimes go cycling by the river. It's lovely there.: [584, 804, 689, 810]
- section-heading: FUTURE PLANS: [14, 722, 190, 731]
- footer-title: Grammar reference: [683, 498, 734, 504]
- text-line: Do you like Indian food? (present simple): [14, 89, 98, 95]
- text-line: 3 I don't see my sister very often. She _______ live very near me.: [14, 357, 148, 363]
- text-line: When was this film made? (past simple): [14, 250, 96, 256]
- text-line: 12 I met my girlfriend and then: [398, 118, 461, 124]
- text-line: No (never). I've never really wanted to.: [584, 565, 663, 571]
